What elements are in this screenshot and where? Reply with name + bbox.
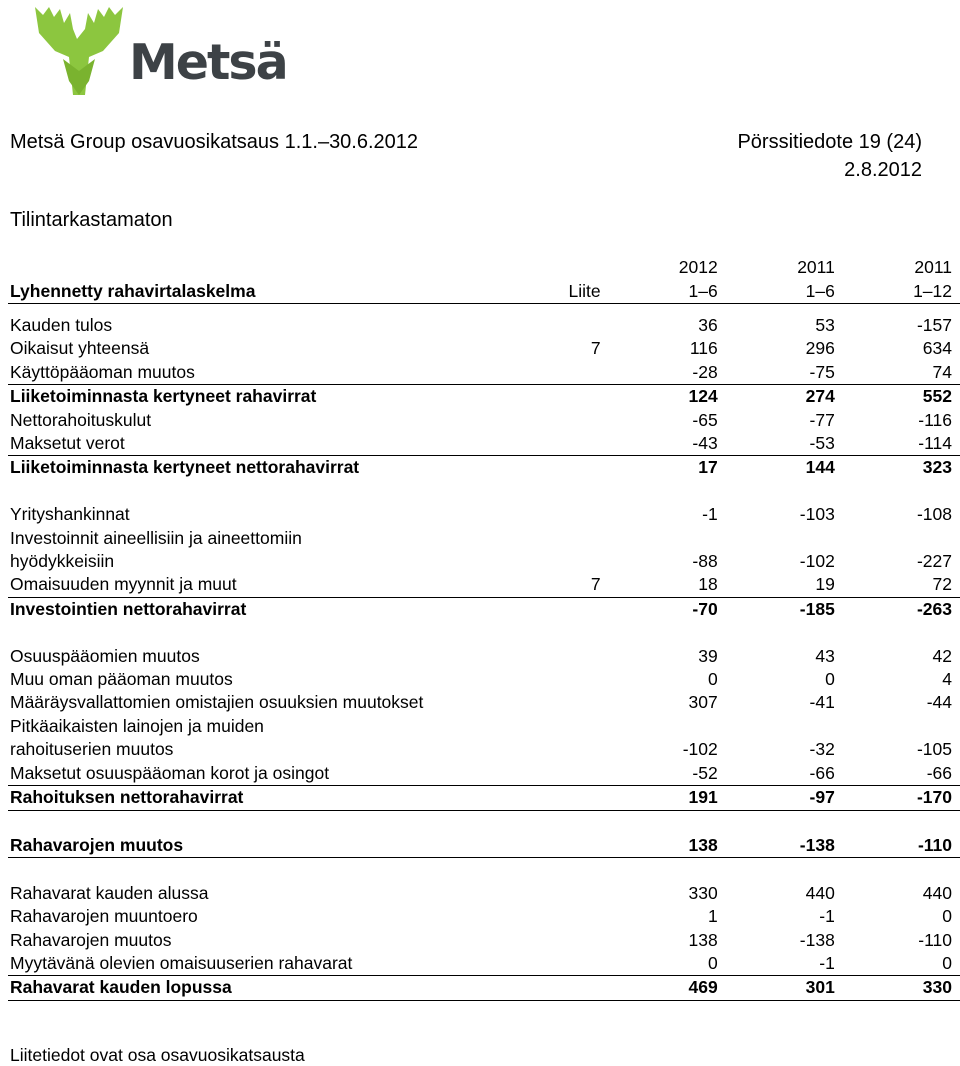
audit-status: Tilintarkastamaton	[10, 209, 173, 231]
row-label: Rahoituksen nettorahavirrat	[8, 786, 509, 810]
col-period-1: 1–6	[688, 281, 718, 301]
table-row	[8, 527, 960, 550]
row-label: Rahavarojen muuntoero	[10, 906, 198, 927]
table-row: Rahavarojen muuntoero 1 -1 0	[8, 905, 960, 928]
row-label: Investoinnit aineellisiin ja aineettomiin	[10, 527, 302, 548]
row-label: Oikaisut yhteensä	[10, 338, 150, 359]
table-row: Liiketoiminnasta kertyneet nettorahavirrat 17 144 323	[8, 456, 960, 480]
table-row: Rahavarojen muutos 138 -138 -110	[8, 929, 960, 952]
note-header: Liite	[568, 281, 601, 301]
table-row: Määräysvallattomien omistajien osuuksien muutokset 307 -41 -44	[8, 691, 960, 714]
table-row	[8, 715, 960, 738]
row-label: Omaisuuden myynnit ja muut	[8, 573, 509, 597]
table-row: Kauden tulos 36 53 -157	[8, 314, 960, 337]
row-label: Pitkäaikaisten lainojen ja muiden	[10, 715, 264, 736]
row-label: Investointien nettorahavirrat	[10, 598, 247, 619]
row-label: Rahavarat kauden lopussa	[8, 976, 509, 1000]
col-period-2: 1–6	[805, 281, 835, 301]
row-label: Maksetut osuuspääoman korot ja osingot	[8, 762, 509, 786]
table-row: Maksetut verot -43 -53 -114	[8, 432, 960, 456]
table-row: Myytävänä olevien omaisuuserien rahavarat 0 -1 0	[8, 952, 960, 976]
row-label: Määräysvallattomien omistajien osuuksien muutokset	[10, 692, 424, 713]
table-row: Oikaisut yhteensä 7 116 296 634	[8, 337, 960, 360]
table-row: Rahoituksen nettorahavirrat 191 -97 -170	[8, 786, 960, 810]
row-label: Liiketoiminnasta kertyneet nettorahavirrat	[10, 457, 360, 478]
row-label: Liiketoiminnasta kertyneet rahavirrat	[10, 386, 317, 407]
table-row: Rahavarat kauden lopussa 469 301 330	[8, 976, 960, 1000]
row-label: Käyttöpääoman muutos	[8, 361, 509, 385]
table-row: Maksetut osuuspääoman korot ja osingot -52 -66 -66	[8, 762, 960, 786]
row-label: Rahavarojen muutos	[10, 929, 172, 950]
row-label: Muu oman pääoman muutos	[10, 669, 233, 690]
release-number: Pörssitiedote 19 (24)	[737, 131, 922, 153]
table-heading: Lyhennetty rahavirtalaskelma	[10, 281, 256, 301]
cash-flow-table	[8, 255, 960, 1001]
row-label: Rahavarojen muutos	[8, 834, 509, 858]
col-period-3: 1–12	[913, 281, 952, 301]
col-year-1: 2012	[678, 257, 718, 277]
row-label: Maksetut verot	[8, 432, 509, 456]
footnote: Liitetiedot ovat osa osavuosikatsausta	[10, 1045, 305, 1065]
metsa-logo	[33, 5, 287, 97]
table-row: Omaisuuden myynnit ja muut 7 18 19 72	[8, 573, 960, 597]
table-row: Muu oman pääoman muutos 0 0 4	[8, 668, 960, 691]
table-row: Käyttöpääoman muutos -28 -75 74	[8, 361, 960, 385]
row-label: Yrityshankinnat	[10, 504, 130, 525]
col-year-3: 2011	[914, 257, 952, 277]
row-label-cont: rahoituserien muutos	[10, 739, 174, 760]
row-label: Kauden tulos	[10, 315, 113, 335]
table-row: Rahavarojen muutos 138 -138 -110	[8, 834, 960, 858]
table-row: Rahavarat kauden alussa 330 440 440	[8, 882, 960, 905]
col-year-2: 2011	[797, 257, 835, 277]
table-row: rahoituserien muutos -102 -32 -105	[8, 738, 960, 761]
table-row: Investointien nettorahavirrat -70 -185 -263	[8, 597, 960, 621]
row-label: Nettorahoituskulut	[10, 409, 152, 430]
table-row: hyödykkeisiin -88 -102 -227	[8, 550, 960, 573]
table-row: Osuuspääomien muutos 39 43 42	[8, 645, 960, 668]
row-label-cont: hyödykkeisiin	[10, 551, 115, 572]
table-row: Nettorahoituskulut -65 -77 -116	[8, 409, 960, 432]
table-row: Liiketoiminnasta kertyneet rahavirrat 124 274 552	[8, 385, 960, 409]
logo-wordmark: Metsä	[129, 34, 287, 91]
release-date: 2.8.2012	[844, 159, 922, 181]
row-label: Myytävänä olevien omaisuuserien rahavarat	[8, 952, 509, 976]
moose-antler-icon	[33, 5, 125, 97]
row-label: Rahavarat kauden alussa	[10, 882, 209, 903]
table-row: Yrityshankinnat -1 -103 -108	[8, 503, 960, 526]
row-label: Osuuspääomien muutos	[10, 645, 200, 666]
report-title: Metsä Group osavuosikatsaus 1.1.–30.6.2012	[10, 131, 419, 153]
